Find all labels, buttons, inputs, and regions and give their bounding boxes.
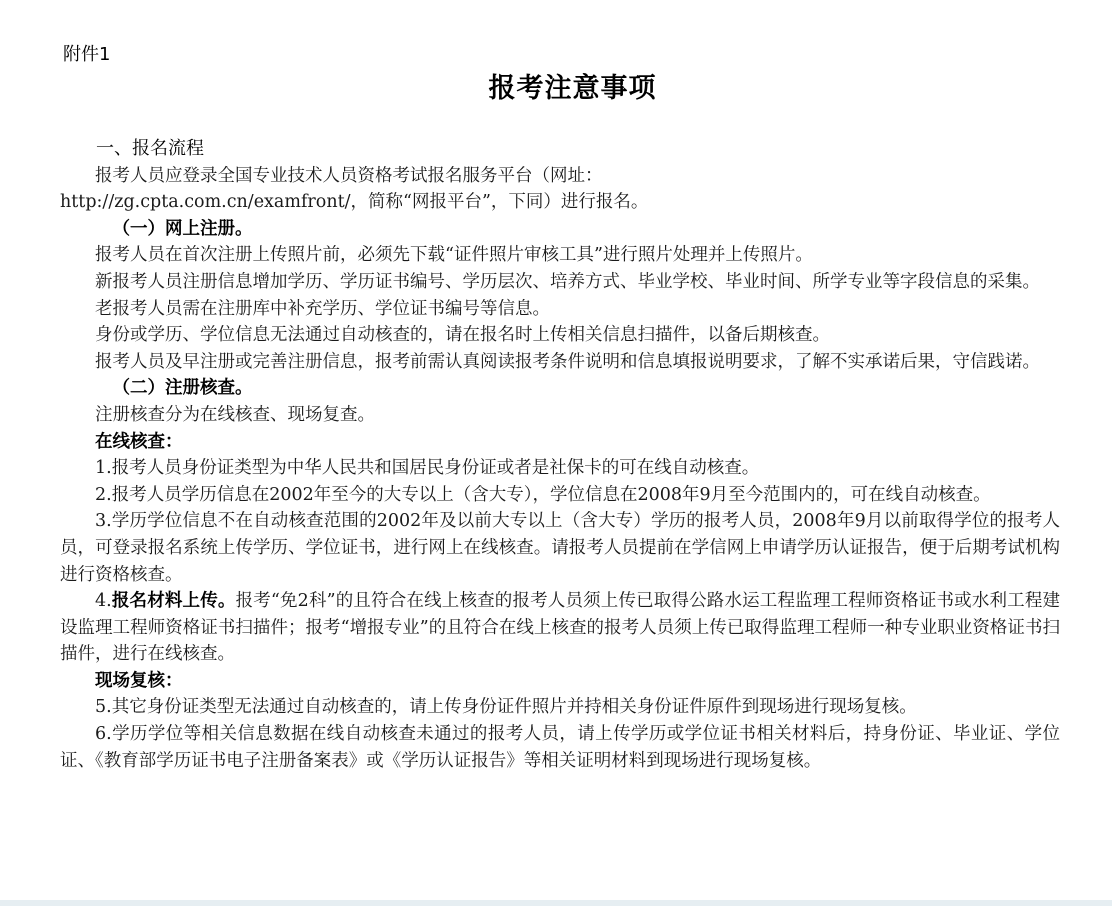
attachment-label: 附件1 [63, 44, 111, 65]
subheading-online-registration: （一）网上注册。 [112, 218, 253, 239]
list-item-3: 3.学历学位信息不在自动核查范围的2002年及以前大专以上（含大专）学历的报考人员，2008年9月以前取得学位的报考人员，可登录报名系统上传学历、学位证书，进行网上在线核查。请报考人员提前在学信网上申请学历认证报告，便于后期考试机构进行资格核查。 [60, 511, 1060, 585]
list-item-4-number: 4. [95, 591, 112, 612]
document-title: 报考注意事项 [488, 73, 657, 104]
paragraph-old-applicants: 老报考人员需在注册库中补充学历、学位证书编号等信息。 [95, 298, 550, 319]
list-item-4-text: 报考“免2科”的且符合在线上核查的报考人员须上传已取得公路水运工程监理工程师资格证书或水利工程建设监理工程师资格证书扫描件；报考“增报专业”的且符合在线上核查的报考人员须上传已取得监理工程师一种专业职业资格证书扫描件，进行在线核查。 [60, 591, 1061, 665]
subheading-registration-check: （二）注册核查。 [112, 378, 253, 399]
paragraph-new-applicants: 新报考人员注册信息增加学历、学历证书编号、学历层次、培养方式、毕业学校、毕业时间、所学专业等字段信息的采集。 [95, 271, 1040, 292]
section-heading-registration-process: 一、报名流程 [96, 138, 204, 159]
paragraph-upload-scans: 身份或学历、学位信息无法通过自动核查的，请在报名时上传相关信息扫描件，以备后期核查。 [95, 325, 830, 346]
paragraph-early-registration: 报考人员及早注册或完善注册信息，报考前需认真阅读报考条件说明和信息填报说明要求，了解不实承诺后果，守信践诺。 [95, 351, 1040, 372]
list-item-2: 2.报考人员学历信息在2002年至今的大专以上（含大专），学位信息在2008年9月至今范围内的，可在线自动核查。 [95, 484, 991, 505]
paragraph-photo-tool: 报考人员在首次注册上传照片前，必须先下载“证件照片审核工具”进行照片处理并上传照片。 [95, 245, 813, 266]
paragraph-login-platform: 报考人员应登录全国专业技术人员资格考试报名服务平台（网址： [95, 165, 603, 186]
list-item-5: 5.其它身份证类型无法通过自动核查的，请上传身份证件照片并持相关身份证件原件到现场进行现场复核。 [95, 697, 917, 718]
paragraph-platform-url: http://zg.cpta.com.cn/examfront/，简称“网报平台”，下同）进行报名。 [60, 192, 649, 213]
heading-online-check: 在线核查： [95, 431, 183, 452]
list-item-4 [60, 588, 1060, 668]
heading-onsite-review: 现场复核： [95, 670, 183, 691]
list-item-6: 6.学历学位等相关信息数据在线自动核查未通过的报考人员，请上传学历或学位证书相关材料后，持身份证、毕业证、学位证、《教育部学历证书电子注册备案表》或《学历认证报告》等相关证明材料到现场进行现场复核。 [60, 724, 1060, 771]
document-body [60, 136, 1060, 774]
list-item-4-bold-title: 报名材料上传。 [111, 591, 236, 612]
viewer-bottom-edge [0, 900, 1112, 906]
list-item-1: 1.报考人员身份证类型为中华人民共和国居民身份证或者是社保卡的可在线自动核查。 [95, 458, 760, 479]
paragraph-check-types: 注册核查分为在线核查、现场复查。 [95, 404, 375, 425]
